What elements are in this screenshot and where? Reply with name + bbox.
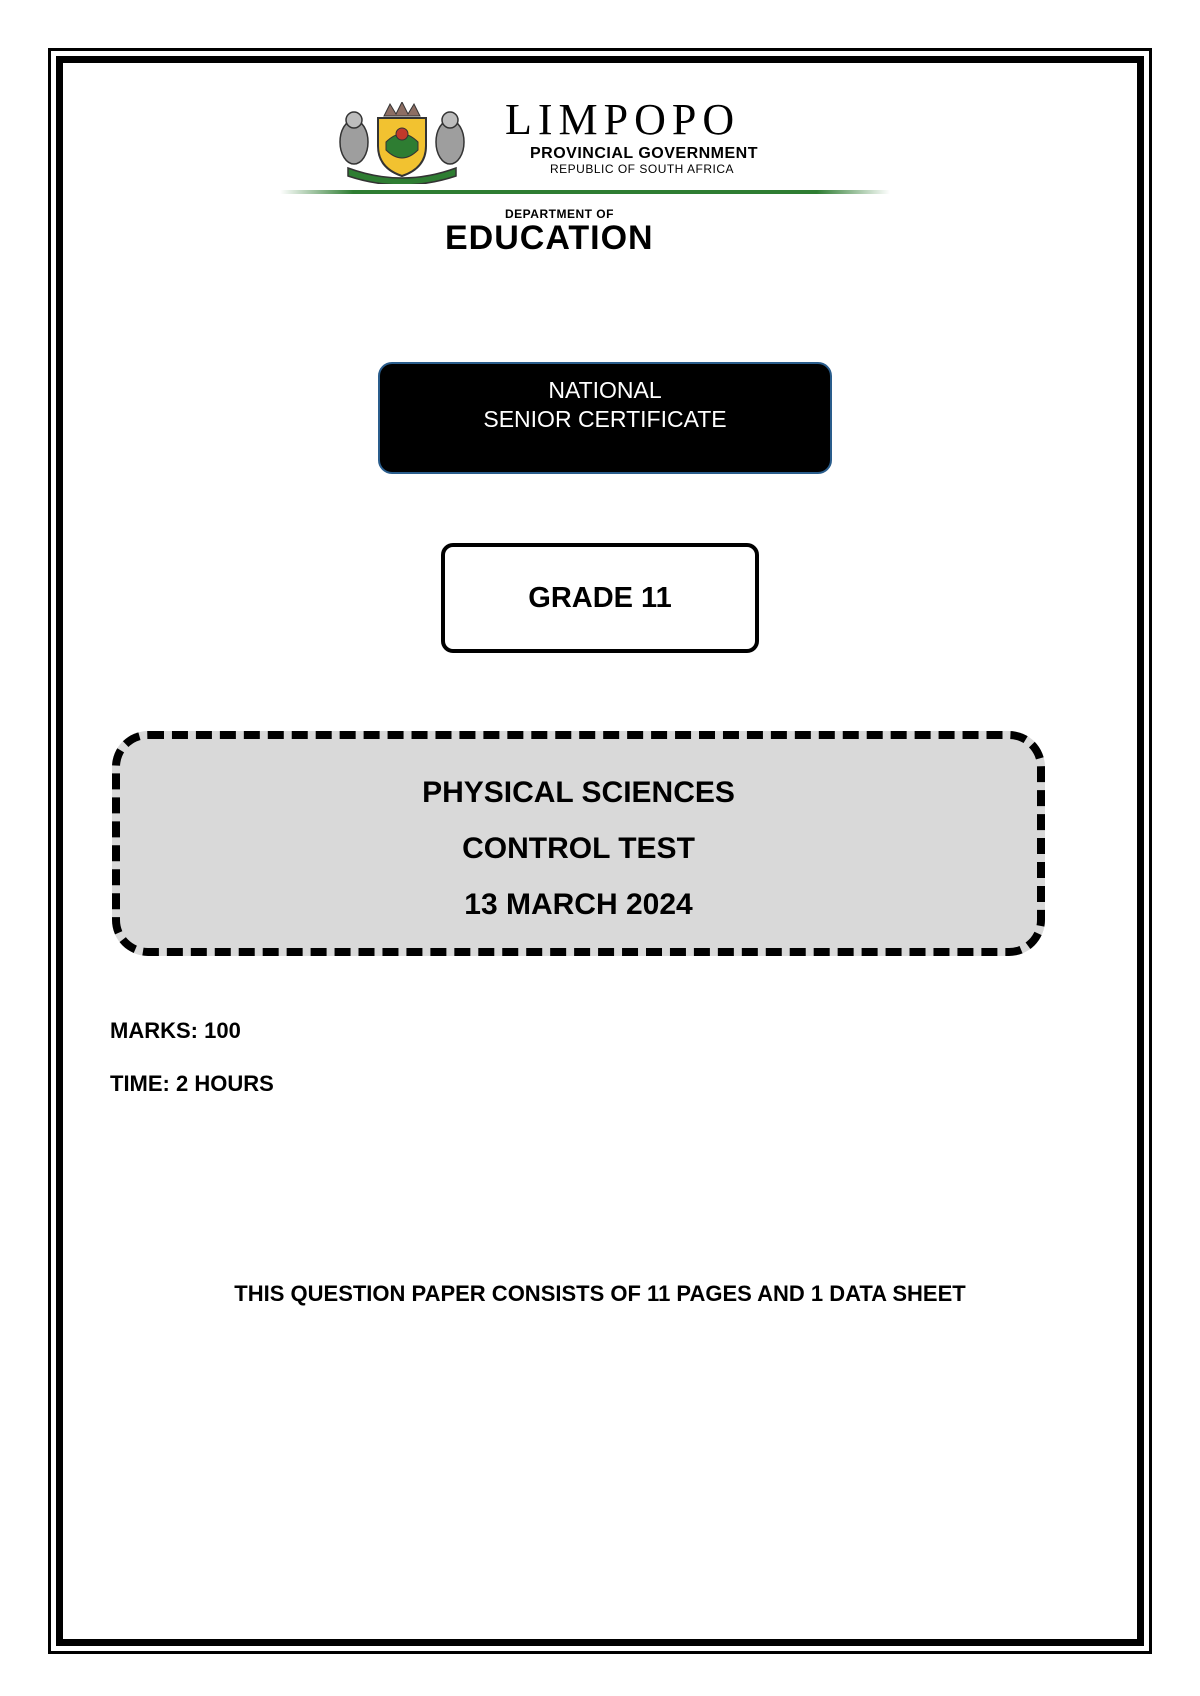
grade-box [441,543,759,653]
department-name: EDUCATION [445,219,654,257]
grade-label: GRADE 11 [528,581,672,614]
department-of-label: DEPARTMENT OF [505,207,614,221]
certificate-line-1: NATIONAL [548,377,662,403]
marks-label: MARKS: 100 [110,1018,241,1043]
certificate-line-2: SENIOR CERTIFICATE [483,406,727,432]
test-type: CONTROL TEST [462,832,695,865]
subject-name: PHYSICAL SCIENCES [422,776,735,809]
certificate-banner [378,362,832,474]
province-name: LIMPOPO [505,95,741,144]
republic-label: REPUBLIC OF SOUTH AFRICA [550,162,735,176]
provincial-government-label: PROVINCIAL GOVERNMENT [530,145,758,162]
time-label: TIME: 2 HOURS [110,1071,274,1096]
logo-divider [280,190,890,194]
test-date: 13 MARCH 2024 [464,888,693,921]
page-count-note: THIS QUESTION PAPER CONSISTS OF 11 PAGES AND 1 DATA SHEET [234,1281,966,1306]
department-logo [280,96,920,266]
coat-of-arms-icon [332,102,472,184]
subject-box [112,731,1045,956]
